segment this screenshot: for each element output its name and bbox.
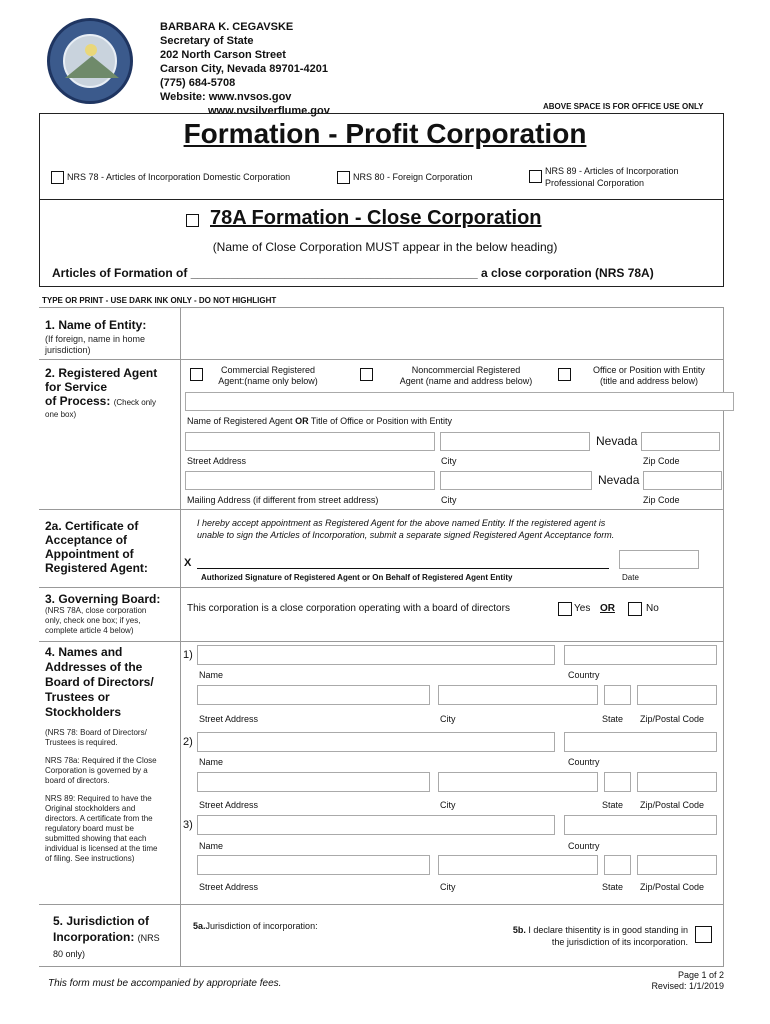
header-line: Website: www.nvsos.gov xyxy=(160,91,292,103)
director-2-city-label: City xyxy=(440,800,456,810)
articles-suffix: a close corporation (NRS 78A) xyxy=(481,266,654,280)
director-3-country-input[interactable] xyxy=(564,815,717,835)
s4-note-3-l6: individual is licensed at the time xyxy=(45,844,158,853)
s3-title: 3. Governing Board: xyxy=(45,592,161,606)
director-2-number: 2) xyxy=(183,736,193,748)
office-position-label-2: (title and address below) xyxy=(599,376,699,386)
page-title: Formation - Profit Corporation xyxy=(183,118,587,149)
director-2-country-input[interactable] xyxy=(564,732,717,752)
director-3-city-label: City xyxy=(440,882,456,892)
office-use-label: ABOVE SPACE IS FOR OFFICE USE ONLY xyxy=(543,102,704,111)
divider xyxy=(39,307,724,308)
director-2-zip-label: Zip/Postal Code xyxy=(640,800,705,810)
director-3-city-input[interactable] xyxy=(438,855,598,875)
s2a-text-l2: unable to sign the Articles of Incorporation, submit a separate signed Registered Agent Acceptance form. xyxy=(197,530,615,540)
street-address-label: Street Address xyxy=(187,456,247,466)
director-3-zip-input[interactable] xyxy=(637,855,717,875)
header-line: BARBARA K. CEGAVSKE xyxy=(160,21,294,33)
s2a-title-l1: 2a. Certificate of xyxy=(45,519,139,533)
mailing-address-label: Mailing Address (if different from street address) xyxy=(187,495,379,505)
director-2-street-label: Street Address xyxy=(199,800,259,810)
s4-title-l2: Addresses of the xyxy=(45,660,143,674)
director-3-name-input[interactable] xyxy=(197,815,555,835)
s4-title-l4: Trustees or xyxy=(45,690,110,704)
s4-note-2-l3: board of directors. xyxy=(45,776,110,785)
noncommercial-agent-label xyxy=(388,365,544,387)
commercial-agent-label xyxy=(208,365,328,387)
s2a-text-l1: I hereby accept appointment as Registered Agent for the above named Entity. If the registered agent is xyxy=(197,518,606,528)
s2a-title xyxy=(45,519,148,575)
agent-name-label xyxy=(187,416,452,426)
director-2-state-input[interactable] xyxy=(604,772,631,792)
director-1-street-input[interactable] xyxy=(197,685,430,705)
s5b-text-l1: I declare thisentity is in good standing in xyxy=(528,925,688,935)
noncommercial-agent-checkbox[interactable] xyxy=(360,368,373,381)
page-info xyxy=(600,970,724,992)
s3-note-l3: complete article 4 below) xyxy=(45,626,134,635)
s3-note-l2: only, check one box; if yes, xyxy=(45,616,141,625)
yes-label: Yes xyxy=(574,603,591,614)
director-3-name-label: Name xyxy=(199,841,224,851)
director-2-country-label: Country xyxy=(568,757,600,767)
director-2-name-input[interactable] xyxy=(197,732,555,752)
s2-title-l3 xyxy=(45,394,157,410)
close-corp-note: (Name of Close Corporation MUST appear in the below heading) xyxy=(212,240,558,254)
nrs78-checkbox[interactable] xyxy=(51,171,64,184)
s2a-text xyxy=(197,517,614,541)
director-3-street-input[interactable] xyxy=(197,855,430,875)
s4-note-3-l7: of filing. See instructions) xyxy=(45,854,135,863)
street-address-input[interactable] xyxy=(185,432,435,451)
s5a-text: Jurisdiction of incorporation: xyxy=(205,921,318,931)
governing-yes-checkbox[interactable] xyxy=(558,602,572,616)
office-position-label-1: Office or Position with Entity xyxy=(593,365,705,375)
close-corp-title: 78A Formation - Close Corporation xyxy=(210,207,542,229)
s5b-text xyxy=(490,924,688,948)
close-corp-checkbox[interactable] xyxy=(186,214,199,227)
agent-name-input[interactable] xyxy=(185,392,734,411)
governing-no-checkbox[interactable] xyxy=(628,602,642,616)
type-print-note: TYPE OR PRINT - USE DARK INK ONLY - DO NOT HIGHLIGHT xyxy=(42,296,277,305)
agent-name-label-or: OR xyxy=(295,416,309,426)
mailing-address-input[interactable] xyxy=(185,471,435,490)
articles-heading xyxy=(52,266,654,280)
commercial-agent-checkbox[interactable] xyxy=(190,368,203,381)
s5b-number: 5b. xyxy=(512,925,526,935)
director-2-name-label: Name xyxy=(199,757,224,767)
header-line: (775) 684-5708 xyxy=(160,77,236,89)
agent-signature-line[interactable] xyxy=(197,568,609,569)
s3-text: This corporation is a close corporation operating with a board of directors xyxy=(187,603,510,614)
nrs80-checkbox[interactable] xyxy=(337,171,350,184)
s5-title-l3: 80 only) xyxy=(53,949,86,959)
s1-note: (If foreign, name in home jurisdiction) xyxy=(45,334,146,355)
director-3-number: 3) xyxy=(183,819,193,831)
or-label: OR xyxy=(600,603,615,614)
office-position-checkbox[interactable] xyxy=(558,368,571,381)
commercial-agent-label-2: Agent:(name only below) xyxy=(218,376,318,386)
signature-label: Authorized Signature of Registered Agent or On Behalf of Registered Agent Entity xyxy=(201,573,513,582)
s4-note-1-l1: (NRS 78: Board of Directors/ xyxy=(45,728,147,737)
header-line: 202 North Carson Street xyxy=(160,49,286,61)
s5-title xyxy=(53,913,160,962)
divider xyxy=(39,641,724,642)
director-1-country-label: Country xyxy=(568,670,600,680)
s4-note-2-l1: NRS 78a: Required if the Close xyxy=(45,756,157,765)
zip-input[interactable] xyxy=(641,432,720,451)
s2-title-l3-text: of Process: xyxy=(45,394,111,408)
s2-check-note-2: one box) xyxy=(45,410,77,419)
s5-title-l1: 5. Jurisdiction of xyxy=(53,914,150,928)
revised-date: Revised: 1/1/2019 xyxy=(651,981,724,991)
s4-note-3-l2: Original stockholders and xyxy=(45,804,136,813)
director-1-city-input[interactable] xyxy=(438,685,598,705)
fees-note: This form must be accompanied by appropriate fees. xyxy=(48,978,282,989)
agent-name-label-b: Title of Office or Position with Entity xyxy=(310,416,452,426)
s5a-number: 5a. xyxy=(193,921,206,931)
s5a-label xyxy=(193,921,318,931)
s2-title-l2: for Service xyxy=(45,380,108,394)
s4-note-3-l1: NRS 89: Required to have the xyxy=(45,794,152,803)
mailing-city-input[interactable] xyxy=(440,471,592,490)
s2-title-l1: 2. Registered Agent xyxy=(45,366,158,380)
zip-label: Zip Code xyxy=(643,456,680,466)
date-input[interactable] xyxy=(619,550,699,569)
s4-title-l5: Stockholders xyxy=(45,705,122,719)
state-seal xyxy=(47,18,133,104)
nrs78-label: NRS 78 - Articles of Incorporation Domestic Corporation xyxy=(67,172,291,182)
s4-note-1-l2: Trustees is required. xyxy=(45,738,118,747)
commercial-agent-label-1: Commercial Registered xyxy=(220,365,316,375)
mailing-state-nevada: Nevada xyxy=(598,473,640,487)
director-3-street-label: Street Address xyxy=(199,882,259,892)
s4-note-3-l3: directors. A certificate from the xyxy=(45,814,153,823)
nrs89-label-2: Professional Corporation xyxy=(545,178,645,188)
nrs89-checkbox[interactable] xyxy=(529,170,542,183)
director-3-state-label: State xyxy=(602,882,624,892)
articles-name-line[interactable]: ___________________________________________ xyxy=(190,266,478,280)
s5-title-nrs: (NRS xyxy=(137,933,160,943)
noncommercial-agent-label-1: Noncommercial Registered xyxy=(411,365,521,375)
s4-note-2 xyxy=(45,756,157,786)
state-nevada: Nevada xyxy=(596,434,638,448)
director-1-number: 1) xyxy=(183,649,193,661)
director-3-state-input[interactable] xyxy=(604,855,631,875)
mailing-city-label: City xyxy=(441,495,457,505)
director-2-street-input[interactable] xyxy=(197,772,430,792)
s2-title xyxy=(45,366,157,410)
s4-note-1 xyxy=(45,728,147,748)
s4-title-l1: 4. Names and xyxy=(45,645,123,659)
director-1-zip-input[interactable] xyxy=(637,685,717,705)
divider xyxy=(39,509,724,510)
divider xyxy=(39,359,724,360)
agent-name-label-a: Name of Registered Agent xyxy=(187,416,293,426)
articles-prefix: Articles of Formation of xyxy=(52,266,188,280)
page-number: Page 1 of 2 xyxy=(677,970,724,980)
header-line: Secretary of State xyxy=(160,35,254,47)
signature-x: X xyxy=(184,557,192,569)
s3-note-l1: (NRS 78A, close corporation xyxy=(45,606,147,615)
s2a-title-l2: Acceptance of xyxy=(45,533,128,547)
s4-note-3-l5: submitted showing that each xyxy=(45,834,147,843)
s2a-title-l3: Appointment of xyxy=(45,547,134,561)
column-divider xyxy=(180,307,181,967)
good-standing-checkbox[interactable] xyxy=(695,926,712,943)
director-1-name-label: Name xyxy=(199,670,224,680)
director-1-zip-label: Zip/Postal Code xyxy=(640,714,705,724)
city-label: City xyxy=(441,456,457,466)
s3-note xyxy=(45,606,146,636)
mailing-zip-input[interactable] xyxy=(643,471,722,490)
nrs80-label: NRS 80 - Foreign Corporation xyxy=(353,172,473,182)
director-2-city-input[interactable] xyxy=(438,772,598,792)
director-1-city-label: City xyxy=(440,714,456,724)
director-1-state-input[interactable] xyxy=(604,685,631,705)
date-label: Date xyxy=(622,573,639,582)
director-2-state-label: State xyxy=(602,800,624,810)
nrs89-label-1: NRS 89 - Articles of Incorporation xyxy=(545,166,679,176)
s4-title-l3: Board of Directors/ xyxy=(45,675,154,689)
office-position-label xyxy=(580,365,718,387)
director-3-zip-label: Zip/Postal Code xyxy=(640,882,705,892)
s1-title: 1. Name of Entity: xyxy=(45,318,147,332)
s5b-text-l2: the jurisdiction of its incorporation. xyxy=(551,937,688,947)
s2a-title-l4: Registered Agent: xyxy=(45,561,148,575)
director-3-country-label: Country xyxy=(568,841,600,851)
divider xyxy=(39,966,724,967)
director-1-street-label: Street Address xyxy=(199,714,259,724)
director-2-zip-input[interactable] xyxy=(637,772,717,792)
director-1-name-input[interactable] xyxy=(197,645,555,665)
header-line: Carson City, Nevada 89701-4201 xyxy=(160,63,328,75)
s4-note-3-l4: regulatory board must be xyxy=(45,824,134,833)
s4-title xyxy=(45,645,154,720)
s5-title-l2-text: Incorporation: xyxy=(53,930,135,944)
mailing-zip-label: Zip Code xyxy=(643,495,680,505)
divider xyxy=(39,904,724,905)
divider xyxy=(39,587,724,588)
director-1-country-input[interactable] xyxy=(564,645,717,665)
s2-check-note: (Check only xyxy=(113,398,156,407)
s4-note-3 xyxy=(45,794,158,864)
no-label: No xyxy=(646,603,659,614)
website-link[interactable]: www.nvsilverflume.gov xyxy=(208,105,330,117)
s5-title-l2 xyxy=(53,929,160,946)
city-input[interactable] xyxy=(440,432,590,451)
noncommercial-agent-label-2: Agent (name and address below) xyxy=(399,376,533,386)
s4-note-2-l2: Corporation is governed by a xyxy=(45,766,148,775)
entity-name-input[interactable] xyxy=(182,309,722,358)
director-1-state-label: State xyxy=(602,714,624,724)
header-address xyxy=(160,20,330,118)
